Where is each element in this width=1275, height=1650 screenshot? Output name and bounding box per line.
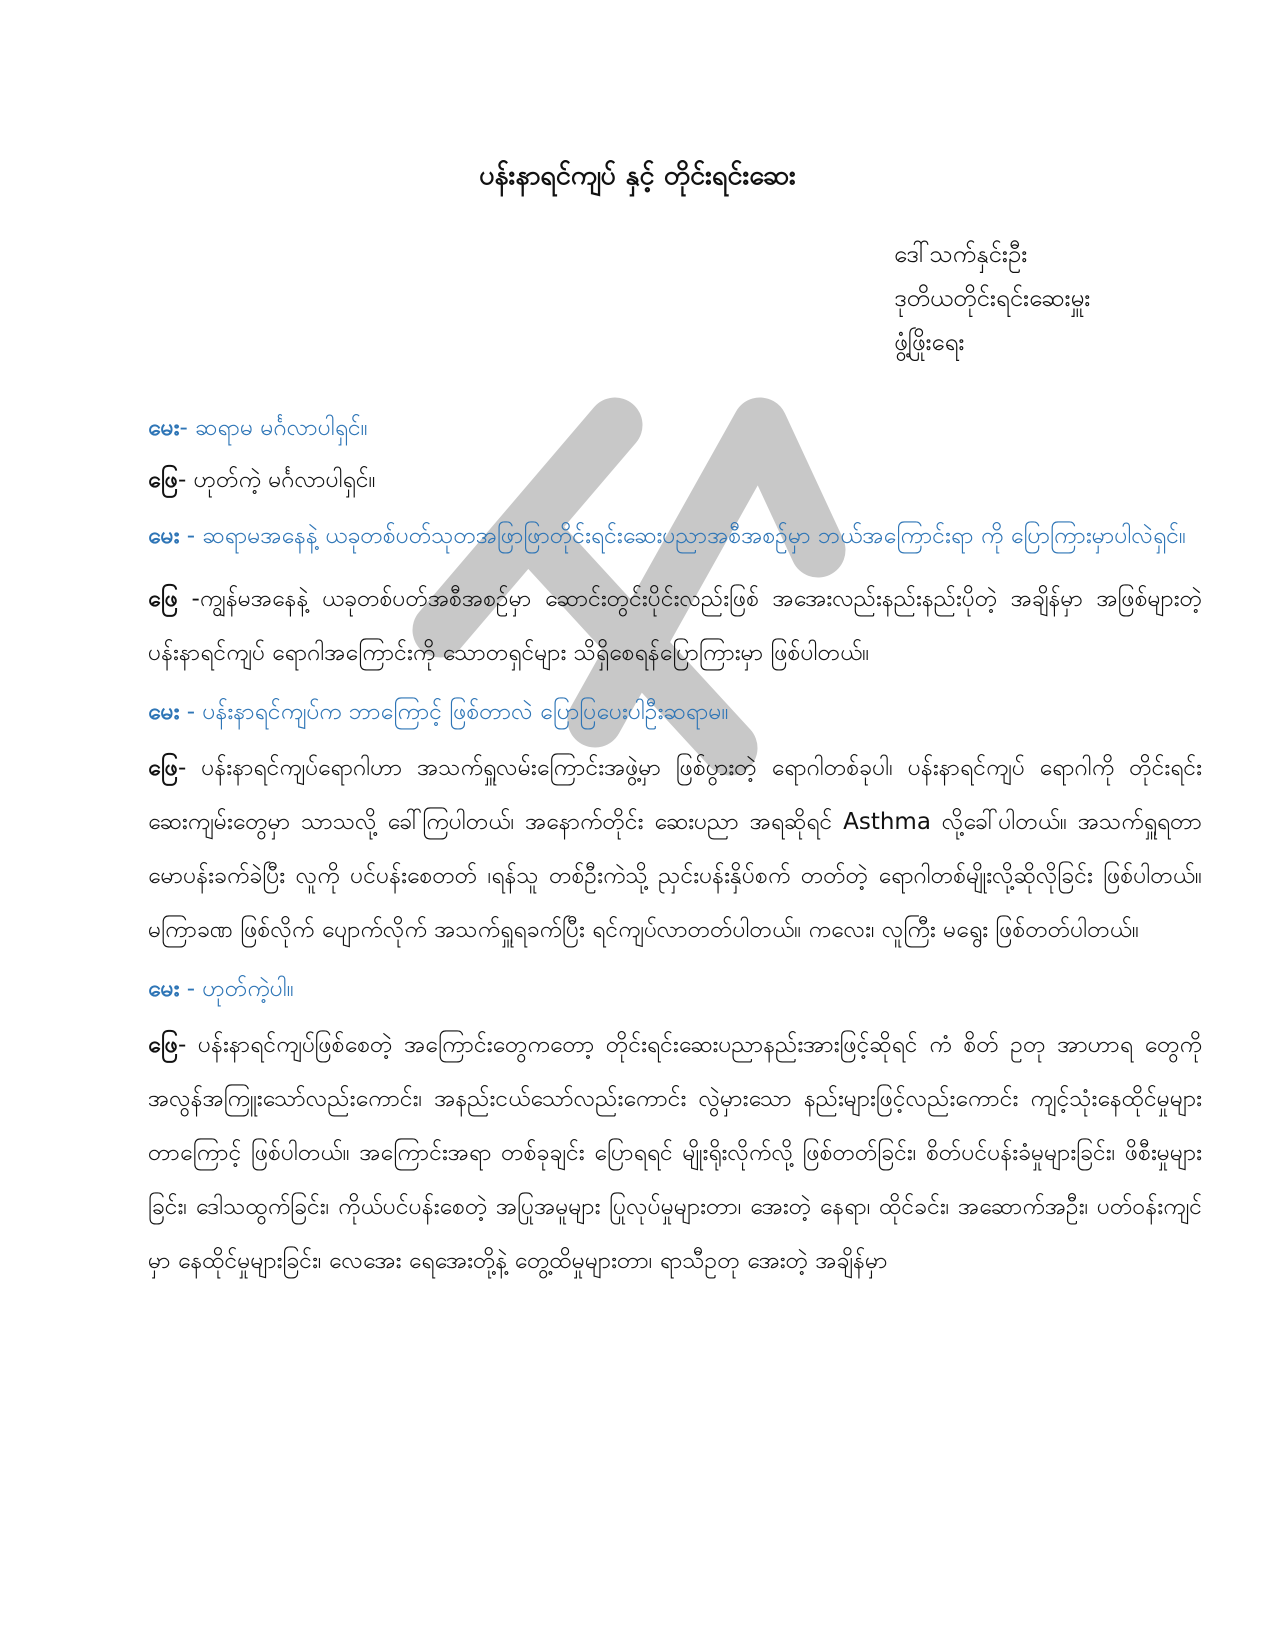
question-text: - ဟုတ်ကဲ့ပါ။ bbox=[179, 976, 294, 1002]
author-name: ဒေါ်သက်နှင်းဦး bbox=[894, 240, 1028, 268]
document-title: ပန်းနာရင်ကျပ် နှင့် တိုင်းရင်းဆေး bbox=[479, 160, 796, 191]
question-label: မေး bbox=[148, 699, 180, 725]
answer-text: -ကျွန်မအနေနဲ့ ယခုတစ်ပတ်အစီအစဉ်မှာ ဆောင်းတွင်းပိုင်းလည်းဖြစ် အအေးလည်းနည်းနည်းပိုတဲ့ အချိန်မှာ အဖြစ်များတဲ့ ပန်းနာရင်ကျပ် ရောဂါအကြောင်းကို သောတရှင်များ သိရှိစေရန်ပြောကြားမှာ ဖြစ်ပါတယ်။ bbox=[148, 586, 1202, 666]
answer-4 bbox=[148, 1018, 1202, 1288]
author-location: ဖွံ့ဖြိုးရေး bbox=[894, 328, 965, 356]
answer-text: - ပန်းနာရင်ကျပ်ရောဂါဟာ အသက်ရှူလမ်းကြောင်းအဖွဲ့မှာ ဖြစ်ပွားတဲ့ ရောဂါတစ်ခုပါ၊ ပန်းနာရင်ကျပ် ရောဂါကို တိုင်းရင်းဆေးကျမ်းတွေမှာ သာသလို့ ခေါ်ကြပါတယ်၊ အနောက်တိုင်း ဆေးပညာ အရဆိုရင် Asthma လို့ခေါ်ပါတယ်။ အသက်ရှူရတာမောပန်းခက်ခဲပြီး လူကို ပင်ပန်းစေတတ် ၊ရန်သူ တစ်ဦးကဲသို့ ညှင်းပန်းနှိပ်စက် တတ်တဲ့ ရောဂါတစ်မျိုးလို့ဆိုလိုခြင်း ဖြစ်ပါတယ်။ မကြာခဏ ဖြစ်လိုက် ပျောက်လိုက် အသက်ရှူရခက်ပြီး ရင်ကျပ်လာတတ်ပါတယ်။ ကလေး၊ လူကြီး မရွေး ဖြစ်တတ်ပါတယ်။ bbox=[148, 755, 1202, 943]
answer-label: ဖြေ bbox=[148, 467, 178, 493]
question-2 bbox=[148, 509, 1202, 563]
answer-label: ဖြေ bbox=[148, 755, 178, 781]
question-1 bbox=[148, 405, 1202, 451]
answer-label: ဖြေ bbox=[148, 1032, 178, 1058]
answer-1 bbox=[148, 457, 1202, 503]
author-position: ဒုတိယတိုင်းရင်းဆေးမှူး bbox=[894, 284, 1091, 312]
interview-body bbox=[148, 405, 1202, 1297]
answer-2 bbox=[148, 572, 1202, 680]
answer-3 bbox=[148, 741, 1202, 957]
question-text: - ဆရာမအနေနဲ့ ယခုတစ်ပတ်သုတအဖြာဖြာတိုင်းရင်းဆေးပညာအစီအစဉ်မှာ ဘယ်အကြောင်းရာ ကို ပြောကြားမှာပါလဲရှင်။ bbox=[179, 523, 1186, 549]
question-text: - ပန်းနာရင်ကျပ်က ဘာကြောင့် ဖြစ်တာလဲ ပြောပြပေးပါဦးဆရာမ။ bbox=[179, 699, 729, 725]
question-text: - ဆရာမ မင်္ဂလာပါရှင်။ bbox=[179, 415, 368, 441]
question-3 bbox=[148, 689, 1202, 735]
answer-text: - ဟုတ်ကဲ့ မင်္ဂလာပါရှင်။ bbox=[177, 467, 376, 493]
answer-text: - ပန်းနာရင်ကျပ်ဖြစ်စေတဲ့ အကြောင်းတွေကတော့ တိုင်းရင်းဆေးပညာနည်းအားဖြင့်ဆိုရင် ကံ စိတ် ဥတု အာဟာရ တွေကို အလွန်အကြူးသော်လည်းကောင်း၊ အနည်းငယ်သော်လည်းကောင်း လွဲမှားသော နည်းများဖြင့်လည်းကောင်း ကျင့်သုံးနေထိုင်မှုများတာကြောင့် ဖြစ်ပါတယ်။ အကြောင်းအရာ တစ်ခုချင်း ပြောရရင် မျိုးရိုးလိုက်လို့ ဖြစ်တတ်ခြင်း၊ စိတ်ပင်ပန်းခံမှုများခြင်း၊ ဖိစီးမှုများခြင်း၊ ဒေါသထွက်ခြင်း၊ ကိုယ်ပင်ပန်းစေတဲ့ အပြုအမူများ ပြုလုပ်မှုများတာ၊ အေးတဲ့ နေရာ၊ ထိုင်ခင်း၊ အဆောက်အဦး၊ ပတ်ဝန်းကျင်မှာ နေထိုင်မှုများခြင်း၊ လေအေး ရေအေးတို့နဲ့ တွေ့ထိမှုများတာ၊ ရာသီဥတု အေးတဲ့ အချိန်မှာ bbox=[148, 1032, 1202, 1274]
question-label: မေး bbox=[148, 415, 180, 441]
author-block bbox=[894, 232, 1090, 364]
question-4 bbox=[148, 966, 1202, 1012]
answer-label: ဖြေ bbox=[148, 586, 178, 612]
question-label: မေး bbox=[148, 523, 180, 549]
question-label: မေး bbox=[148, 976, 180, 1002]
